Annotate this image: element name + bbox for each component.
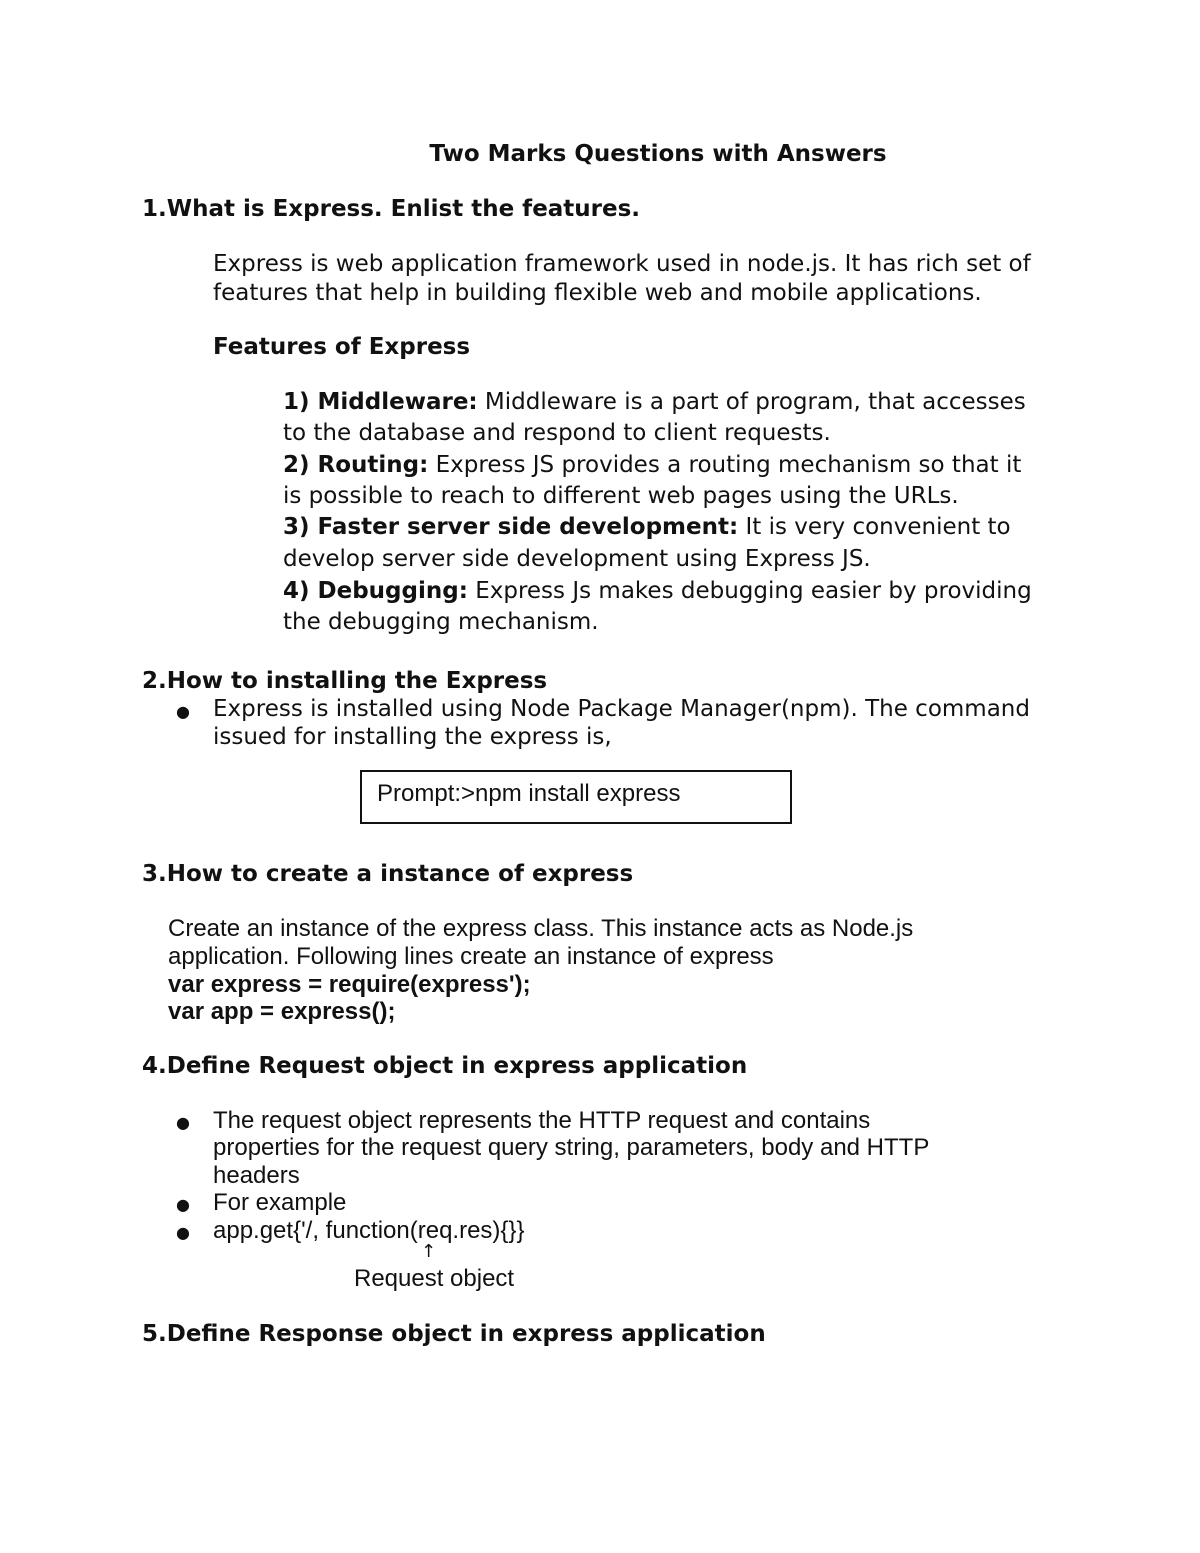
- q4-bullet-3: app.get{'/, function(req.res){}}: [213, 1217, 525, 1244]
- bullet-icon: ●: [176, 1223, 190, 1242]
- bullet-icon: ●: [176, 1113, 190, 1132]
- q2-bullet-line-2: issued for installing the express is,: [213, 724, 612, 750]
- feature-2-label: 2) Routing:: [283, 452, 429, 478]
- q4-bullet-2: For example: [213, 1189, 347, 1216]
- question-3-heading: 3.How to create a instance of express: [142, 861, 634, 887]
- page-title: Two Marks Questions with Answers: [429, 141, 887, 167]
- q2-bullet-line-1: Express is installed using Node Package Manager(npm). The command: [213, 696, 1030, 722]
- bullet-icon: ●: [176, 702, 190, 721]
- code-line-2: var app = express();: [168, 998, 396, 1025]
- feature-1-text: Middleware is a part of program, that accesses: [477, 389, 1026, 415]
- q3-line-2: application. Following lines create an instance of express: [168, 943, 774, 970]
- feature-4-line-1: [283, 578, 1032, 604]
- feature-3-label: 3) Faster server side development:: [283, 514, 739, 540]
- feature-3-line-1: [283, 514, 1011, 540]
- feature-4-line-2: the debugging mechanism.: [283, 609, 599, 635]
- question-1-heading: 1.What is Express. Enlist the features.: [142, 196, 641, 222]
- command-box: [360, 770, 792, 824]
- feature-4-label: 4) Debugging:: [283, 578, 468, 604]
- npm-install-command: Prompt:>npm install express: [377, 780, 681, 807]
- feature-2-text: Express JS provides a routing mechanism so that it: [428, 452, 1022, 478]
- q1-answer-line-1: Express is web application framework used in node.js. It has rich set of: [213, 251, 1031, 277]
- question-5-heading: 5.Define Response object in express application: [142, 1321, 766, 1347]
- request-object-annotation: Request object: [354, 1265, 515, 1292]
- bullet-icon: ●: [176, 1195, 190, 1214]
- arrow-up-icon: ↑: [421, 1241, 437, 1262]
- code-line-1: var express = require(express');: [168, 971, 531, 998]
- feature-4-text: Express Js makes debugging easier by providing: [467, 578, 1032, 604]
- q3-line-1: Create an instance of the express class. This instance acts as Node.js: [168, 915, 914, 942]
- feature-3-line-2: develop server side development using Express JS.: [283, 546, 871, 572]
- feature-2-line-2: is possible to reach to different web pages using the URLs.: [283, 483, 959, 509]
- q4-bullet-1-line-1: The request object represents the HTTP request and contains: [213, 1107, 871, 1134]
- q4-bullet-1-line-3: headers: [213, 1162, 300, 1189]
- feature-3-text: It is very convenient to: [738, 514, 1011, 540]
- question-4-heading: 4.Define Request object in express application: [142, 1053, 748, 1079]
- feature-1-label: 1) Middleware:: [283, 389, 478, 415]
- q1-answer-line-2: features that help in building flexible web and mobile applications.: [213, 280, 982, 306]
- features-heading: Features of Express: [213, 334, 471, 360]
- feature-1-line-2: to the database and respond to client requests.: [283, 420, 831, 446]
- question-2-heading: 2.How to installing the Express: [142, 668, 548, 694]
- feature-2-line-1: [283, 452, 1021, 478]
- feature-1-line-1: [283, 389, 1026, 415]
- q4-bullet-1-line-2: properties for the request query string, parameters, body and HTTP: [213, 1134, 930, 1161]
